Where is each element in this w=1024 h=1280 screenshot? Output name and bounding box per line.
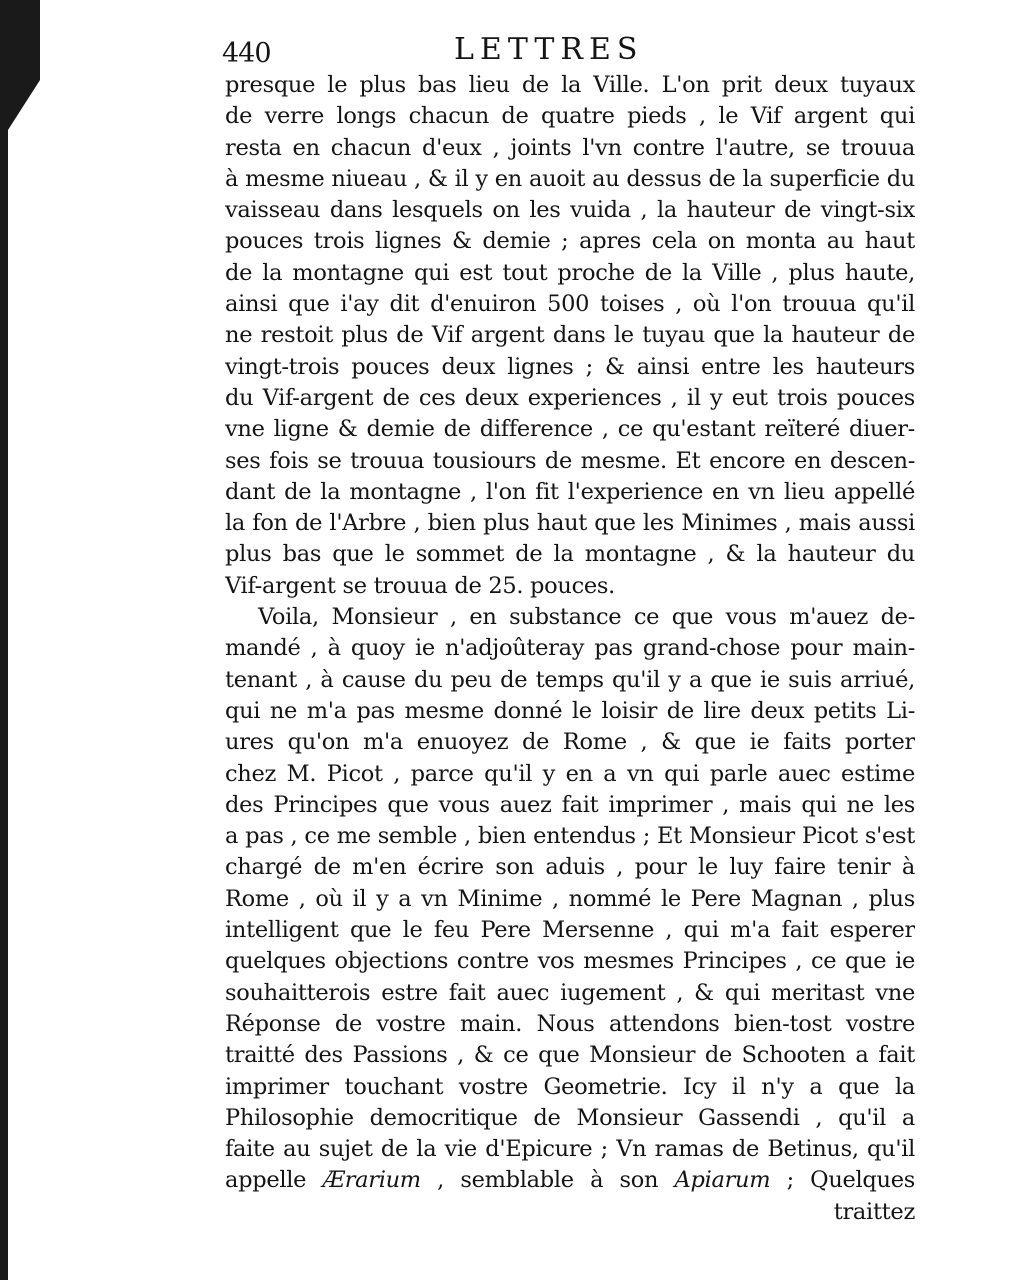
text-line: souhaitterois estre fait auec iugement , & qui meritast vne [225, 979, 915, 1006]
text-line: pouces trois lignes & demie ; apres cela on monta au haut [225, 228, 915, 255]
text-line: vaisseau dans lesquels on les vuida , la hauteur de vingt-six [225, 197, 915, 224]
body-text [225, 70, 915, 1228]
line-segment: ; Quelques [770, 1167, 915, 1194]
text-line: mandé , à quoy ie n'adjoûteray pas grand-chose pour main- [225, 635, 915, 662]
text-line: resta en chacun d'eux , joints l'vn contre l'autre, se trouua [225, 134, 915, 161]
page-header [222, 30, 922, 70]
book-title-apiarum: Apiarum [674, 1167, 771, 1194]
text-line: chez M. Picot , parce qu'il y en a vn qui parle auec estime [225, 760, 915, 787]
text-line: Vif-argent se trouua de 25. pouces. [225, 572, 616, 599]
text-line: du Vif-argent de ces deux experiences , il y eut trois pouces [225, 384, 915, 411]
text-line: a pas , ce me semble , bien entendus ; Et Monsieur Picot s'est [225, 823, 915, 850]
text-line: tenant , à cause du peu de temps qu'il y a que ie suis arriué, [225, 666, 915, 693]
text-line: ne restoit plus de Vif argent dans le tuyau que la hauteur de [225, 322, 915, 349]
text-line: intelligent que le feu Pere Mersenne , qui m'a fait esperer [225, 917, 915, 944]
text-line: qui ne m'a pas mesme donné le loisir de lire deux petits Li- [225, 697, 915, 724]
text-line: chargé de m'en écrire son aduis , pour le luy faire tenir à [225, 854, 915, 881]
catchword: traittez [833, 1198, 915, 1225]
text-line: de verre longs chacun de quatre pieds , le Vif argent qui [225, 103, 915, 130]
text-line: ainsi que i'ay dit d'enuiron 500 toises , où l'on trouua qu'il [225, 291, 915, 318]
text-line: plus bas que le sommet de la montagne , & la hauteur du [225, 541, 915, 568]
text-line: de la montagne qui est tout proche de la Ville , plus haute, [225, 259, 915, 286]
text-line: Réponse de vostre main. Nous attendons bien-tost vostre [225, 1010, 915, 1037]
paragraph-start-line: Voila, Monsieur , en substance ce que vous m'auez de- [258, 604, 915, 631]
text-line: vingt-trois pouces deux lignes ; & ainsi entre les hauteurs [225, 353, 915, 380]
text-line: Philosophie democritique de Monsieur Gassendi , qu'il a [225, 1104, 915, 1131]
text-line: Rome , où il y a vn Minime , nommé le Pere Magnan , plus [225, 885, 915, 912]
line-segment: , semblable à son [420, 1167, 675, 1194]
text-line: ses fois se trouua tousiours de mesme. Et encore en descen- [225, 447, 915, 474]
text-line: à mesme niueau , & il y en auoit au dessus de la superficie du [225, 165, 915, 192]
page-number: 440 [222, 38, 271, 69]
text-line: traitté des Passions , & ce que Monsieur de Schooten a fait [225, 1042, 915, 1069]
text-line: ures qu'on m'a enuoyez de Rome , & que ie faits porter [225, 729, 915, 756]
text-line: des Principes que vous auez fait imprimer , mais qui ne les [225, 791, 915, 818]
text-line: vne ligne & demie de difference , ce qu'estant reïteré diuer- [225, 416, 915, 443]
running-head: LETTRES [454, 32, 644, 67]
text-line: imprimer touchant vostre Geometrie. Icy il n'y a que la [225, 1073, 915, 1100]
text-line-with-titles [225, 1165, 915, 1196]
text-line: quelques objections contre vos mesmes Principes , ce que ie [225, 948, 915, 975]
text-line: faite au sujet de la vie d'Epicure ; Vn ramas de Betinus, qu'il [225, 1136, 915, 1163]
text-line: dant de la montagne , l'on fit l'experience en vn lieu appellé [225, 478, 915, 505]
line-segment: appelle [225, 1167, 323, 1194]
book-title-aerarium: Ærarium [322, 1167, 421, 1194]
text-line: presque le plus bas lieu de la Ville. L'on prit deux tuyaux [225, 72, 915, 98]
text-line: la fon de l'Arbre , bien plus haut que les Minimes , mais aussi [225, 510, 915, 537]
